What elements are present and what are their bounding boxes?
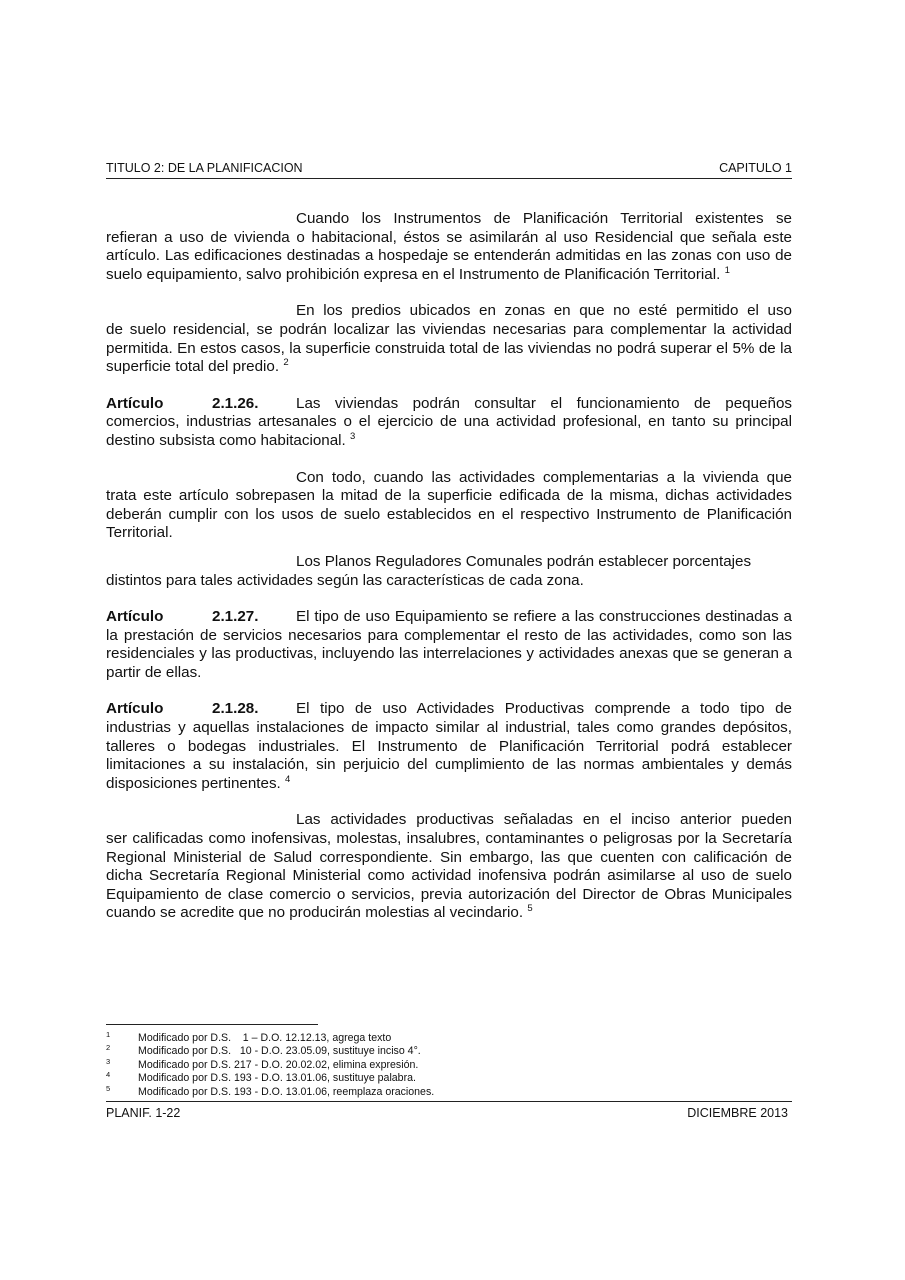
article-2-1-26 — [106, 395, 792, 451]
paragraph-2-first-line: En los predios ubicados en zonas en que no esté permitido el uso — [296, 302, 792, 320]
paragraph-1 — [106, 210, 792, 284]
article-number: 2.1.27. — [212, 608, 259, 626]
paragraph-5-text: distintos para tales actividades según las características de cada zona. — [106, 571, 584, 589]
footnote — [106, 1083, 792, 1099]
footnote — [106, 1045, 792, 1058]
footnote — [106, 1072, 792, 1085]
footnotes — [106, 1032, 792, 1099]
footnote-text: Modificado por D.S. 10 - D.O. 23.05.09, sustituye inciso 4°. — [138, 1045, 421, 1058]
footnote-text: Modificado por D.S. 193 - D.O. 13.01.06, sustituye palabra. — [138, 1072, 416, 1085]
footnote-number: 5 — [106, 1083, 111, 1093]
paragraph-2 — [106, 302, 792, 376]
footnote-ref-1: 1 — [724, 264, 730, 276]
footer-page-number: PLANIF. 1-22 — [106, 1106, 181, 1120]
footnote-ref-3: 3 — [350, 430, 356, 442]
article-label: Artículo — [106, 700, 164, 718]
paragraph-4 — [106, 469, 792, 543]
footnote — [106, 1032, 792, 1045]
paragraph-8 — [106, 811, 792, 923]
article-text: El tipo de uso Equipamiento se refiere a las construcciones destinadas a la prestación de servicios necesarios para complementar el resto de las actividades, como son las residenciales y las productivas, incluyendo las interrelaciones y actividades anexas que se generan a partir de ellas. — [106, 608, 792, 681]
paragraph-4-first-line: Con todo, cuando las actividades complementarias a la vivienda que — [296, 468, 792, 486]
article-text: Las viviendas podrán consultar el funcionamiento de pequeños comercios, industrias artesanales o el ejercicio de una actividad profesional, en tanto su principal destino subsista como habitacional. — [106, 394, 792, 449]
article-label: Artículo — [106, 608, 164, 626]
paragraph-2-text: de suelo residencial, se podrán localizar las viviendas necesarias para complementar la actividad permitida. En estos casos, la superficie construida total de las viviendas no podrá superar el 5% de la superficie total del predio. — [106, 320, 792, 376]
paragraph-5-first-line: Los Planos Reguladores Comunales podrán establecer porcentajes — [296, 552, 752, 570]
paragraph-4-text: trata este artículo sobrepasen la mitad de la superficie edificada de la misma, dichas actividades deberán cumplir con los usos de suelo establecidos en el respectivo Instrumento de Planificación Territorial. — [106, 487, 792, 542]
footnote — [106, 1056, 792, 1072]
paragraph-1-text: refieran a uso de vivienda o habitacional, éstos se asimilarán al uso Residencial que señala este artículo. Las edificaciones destinadas a hospedaje se entenderán admitidas en las zonas con uso de suelo equipamiento, salvo prohibición expresa en el Instrumento de Planificación Territorial. — [106, 228, 792, 283]
article-label: Artículo — [106, 394, 164, 412]
paragraph-8-text: ser calificadas como inofensivas, molestas, insalubres, contaminantes o peligrosas por la Secretaría Regional Ministerial de Salud correspondiente. Sin embargo, las que cuenten con calificación de dicha Secretaría Regional Ministerial como actividad inofensiva podrán asimilarse al uso de suelo Equipamiento de clase comercio o servicios, previa autorización del Director de Obras Municipales cuando se acredite que no producirán molestias al vecindario. — [106, 830, 792, 922]
paragraph-5 — [106, 553, 792, 590]
footnote-number: 2 — [106, 1043, 111, 1053]
footnote-separator — [106, 1024, 318, 1025]
article-2-1-27 — [106, 608, 792, 682]
header-title: TITULO 2: DE LA PLANIFICACION — [106, 161, 303, 175]
footnote-ref-2: 2 — [283, 357, 289, 369]
footnote-number: 3 — [106, 1056, 111, 1066]
paragraph-1-first-line: Cuando los Instrumentos de Planificación Territorial existentes se — [296, 210, 792, 227]
footnote-ref-4: 4 — [285, 773, 291, 785]
document-body — [106, 210, 792, 941]
header-chapter: CAPITULO 1 — [719, 161, 792, 175]
article-number: 2.1.26. — [212, 394, 259, 412]
footnote-number: 4 — [106, 1070, 111, 1080]
article-2-1-28 — [106, 700, 792, 793]
page-header — [106, 160, 792, 179]
footnote-ref-5: 5 — [527, 903, 533, 915]
article-number: 2.1.28. — [212, 700, 259, 718]
article-text: El tipo de uso Actividades Productivas comprende a todo tipo de industrias y aquellas instalaciones de impacto similar al industrial, tales como grandes depósitos, talleres o bodegas industriales. El Instrumento de Planificación Territorial podrá establecer limitaciones a su instalación, sin perjuicio del cumplimiento de las normas ambientales y demás disposiciones pertinentes. — [106, 700, 792, 792]
footnote-text: Modificado por D.S. 217 - D.O. 20.02.02, elimina expresión. — [138, 1058, 419, 1071]
footnote-text: Modificado por D.S. 1 – D.O. 12.12.13, agrega texto — [138, 1032, 392, 1044]
footnote-number: 1 — [106, 1030, 111, 1039]
footer-date: DICIEMBRE 2013 — [687, 1106, 788, 1120]
page-footer — [106, 1101, 792, 1120]
footnote-text: Modificado por D.S. 193 - D.O. 13.01.06, reemplaza oraciones. — [138, 1085, 435, 1098]
paragraph-8-first-line: Las actividades productivas señaladas en el inciso anterior pueden — [296, 811, 792, 829]
